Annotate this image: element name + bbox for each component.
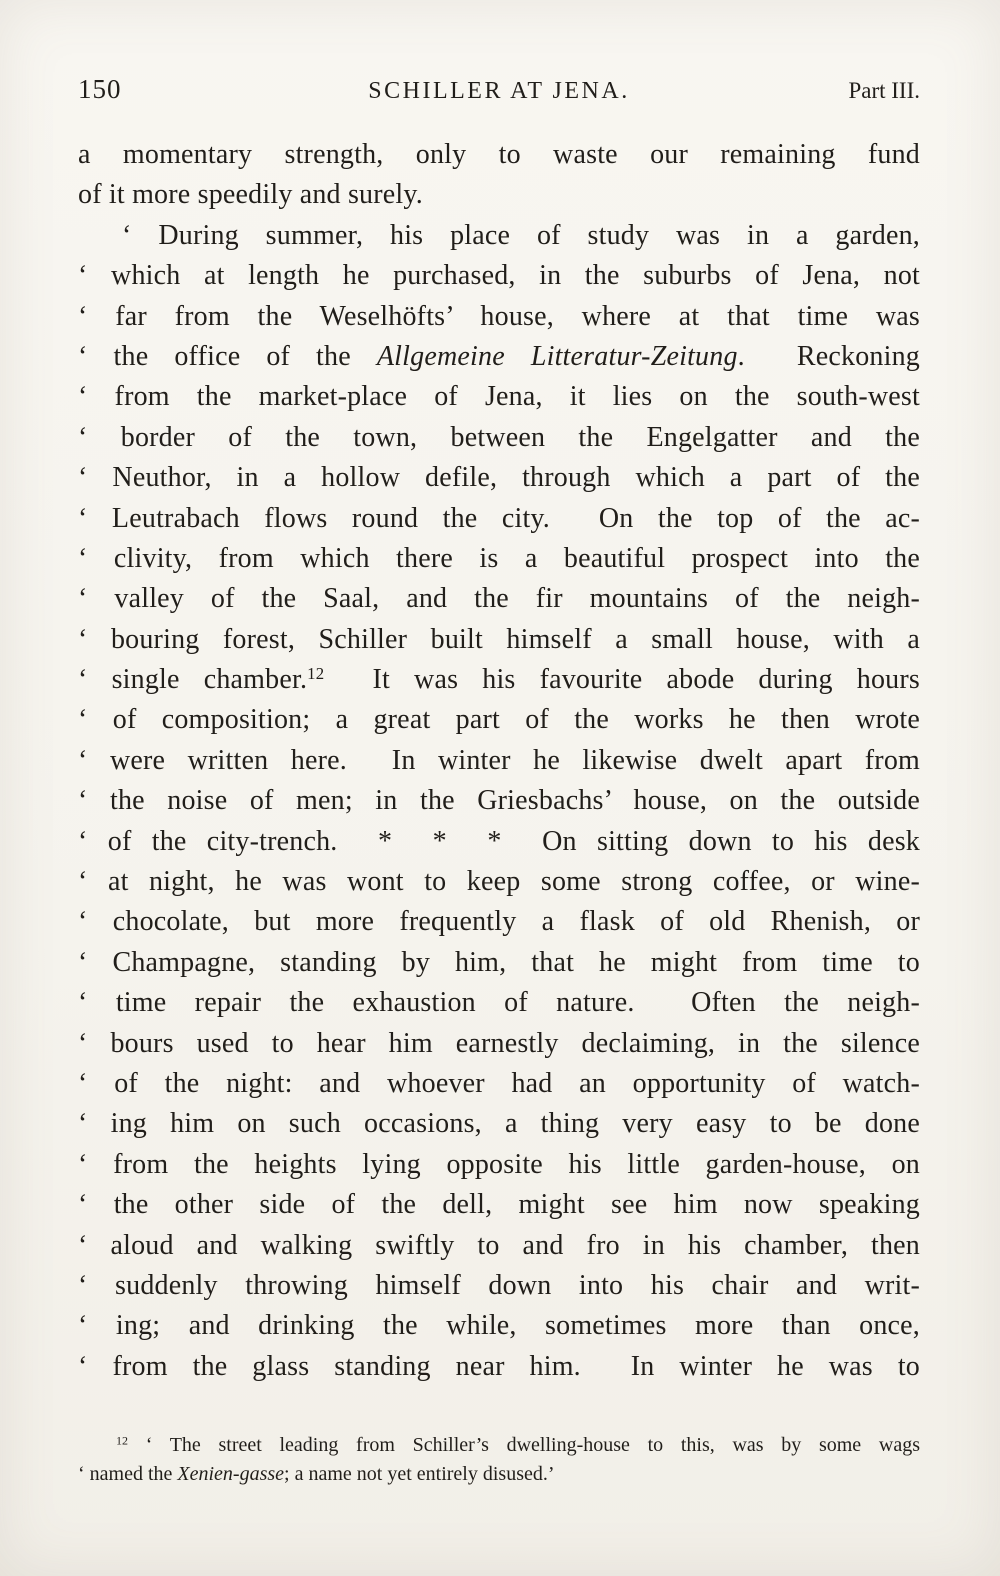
text-segment: . Reckoning xyxy=(737,340,920,372)
text-segment: a momentary strength, only to waste our remaining fund xyxy=(78,139,920,170)
body-text-line xyxy=(78,1145,920,1185)
body-text-line xyxy=(78,1266,920,1306)
part-label: Part III. xyxy=(848,78,920,103)
body-text-line xyxy=(78,1185,920,1225)
text-segment: ‘ named the xyxy=(78,1463,178,1486)
body-text-line xyxy=(78,175,920,215)
text-segment: ‘ suddenly throwing himself down into his chair and writ- xyxy=(78,1269,920,1301)
text-segment: ‘ Champagne, standing by him, that he might from time to xyxy=(78,946,920,978)
body-text-line xyxy=(78,216,920,256)
text-segment: ; a name not yet entirely disused.’ xyxy=(284,1463,555,1486)
text-segment: ‘ of the night: and whoever had an opportunity of watch- xyxy=(78,1067,920,1099)
text-segment: ‘ the other side of the dell, might see him now speaking xyxy=(78,1189,920,1221)
text-segment: of it more speedily and surely. xyxy=(78,179,423,211)
body-text-line xyxy=(78,781,920,821)
body-text-line xyxy=(78,1306,920,1346)
text-segment: Xenien-gasse xyxy=(177,1463,285,1486)
text-segment: It was his favourite abode during hours xyxy=(324,664,920,696)
footnote-line xyxy=(78,1431,920,1460)
text-segment: ‘ which at length he purchased, in the suburbs of Jena, not xyxy=(78,260,920,292)
text-segment: ‘ border of the town, between the Engelgatter and the xyxy=(78,421,920,453)
body-text-line xyxy=(78,297,920,337)
body-text-line xyxy=(78,377,920,417)
text-segment: ‘ Neuthor, in a hollow defile, through which a part of the xyxy=(78,462,920,494)
text-segment: ‘ chocolate, but more frequently a flask of old Rhenish, or xyxy=(78,906,920,938)
body-text-line xyxy=(78,620,920,660)
text-segment: ‘ The street leading from Schiller’s dwelling-house to this, was by some wags xyxy=(128,1434,920,1457)
body-text-line xyxy=(78,1104,920,1144)
text-segment: ‘ bours used to hear him earnestly declaiming, in the silence xyxy=(78,1027,920,1059)
body-text-line xyxy=(78,1064,920,1104)
page-header xyxy=(78,74,920,105)
body-text-line xyxy=(78,660,920,700)
running-title: SCHILLER AT JENA. xyxy=(368,78,630,104)
body-text xyxy=(78,135,920,1387)
body-text-line xyxy=(78,337,920,377)
body-text-line xyxy=(78,1226,920,1266)
text-segment: ‘ the noise of men; in the Griesbachs’ house, on the outside xyxy=(78,785,920,817)
text-segment: ‘ of the city-trench. * * * On sitting down to his desk xyxy=(78,825,920,857)
text-segment: ‘ were written here. In winter he likewise dwelt apart from xyxy=(78,744,920,776)
page-number: 150 xyxy=(78,74,122,104)
text-segment: ‘ ing; and drinking the while, sometimes more than once, xyxy=(78,1310,920,1342)
text-segment: ‘ time repair the exhaustion of nature. Often the neigh- xyxy=(78,987,920,1019)
body-text-line xyxy=(78,458,920,498)
body-text-line xyxy=(78,983,920,1023)
body-text-line xyxy=(78,862,920,902)
text-segment: ‘ of composition; a great part of the works he then wrote xyxy=(78,704,920,736)
body-text-line xyxy=(78,499,920,539)
text-segment: ‘ During summer, his place of study was in a garden, xyxy=(122,219,920,251)
text-segment: ‘ clivity, from which there is a beautiful prospect into the xyxy=(78,542,920,574)
text-segment: ‘ the office of the xyxy=(78,340,377,372)
body-text-line xyxy=(78,579,920,619)
text-segment: ‘ bouring forest, Schiller built himself a small house, with a xyxy=(78,623,920,655)
text-segment: ‘ aloud and walking swiftly to and fro in his chamber, then xyxy=(78,1229,920,1261)
text-segment: ‘ Leutrabach flows round the city. On the top of the ac- xyxy=(78,502,920,534)
body-text-line xyxy=(78,1347,920,1387)
footnote-reference: 12 xyxy=(116,1433,128,1448)
text-segment: ‘ from the heights lying opposite his little garden-house, on xyxy=(78,1148,920,1180)
body-text-line xyxy=(78,539,920,579)
body-text-line xyxy=(78,943,920,983)
body-text-line xyxy=(78,741,920,781)
text-segment: ‘ valley of the Saal, and the fir mountains of the neigh- xyxy=(78,583,920,615)
text-segment: ‘ at night, he was wont to keep some strong coffee, or wine- xyxy=(78,866,920,898)
text-segment: ‘ from the glass standing near him. In winter he was to xyxy=(78,1350,920,1382)
footnote-reference: 12 xyxy=(307,663,325,683)
text-segment: ‘ single chamber. xyxy=(78,664,308,696)
text-segment: ‘ ing him on such occasions, a thing very easy to be done xyxy=(78,1108,920,1140)
text-segment: ‘ from the market-place of Jena, it lies on the south-west xyxy=(78,381,920,413)
body-text-line xyxy=(78,1024,920,1064)
body-text-line xyxy=(78,135,920,175)
text-segment: Allgemeine Litteratur-Zeitung xyxy=(376,340,738,372)
text-segment: ‘ far from the Weselhöfts’ house, where at that time was xyxy=(78,300,920,332)
body-text-line xyxy=(78,700,920,740)
body-text-line xyxy=(78,902,920,942)
footnote-line xyxy=(78,1460,920,1489)
body-text-line xyxy=(78,822,920,862)
body-text-line xyxy=(78,418,920,458)
footnote xyxy=(78,1431,920,1489)
body-text-line xyxy=(78,256,920,296)
